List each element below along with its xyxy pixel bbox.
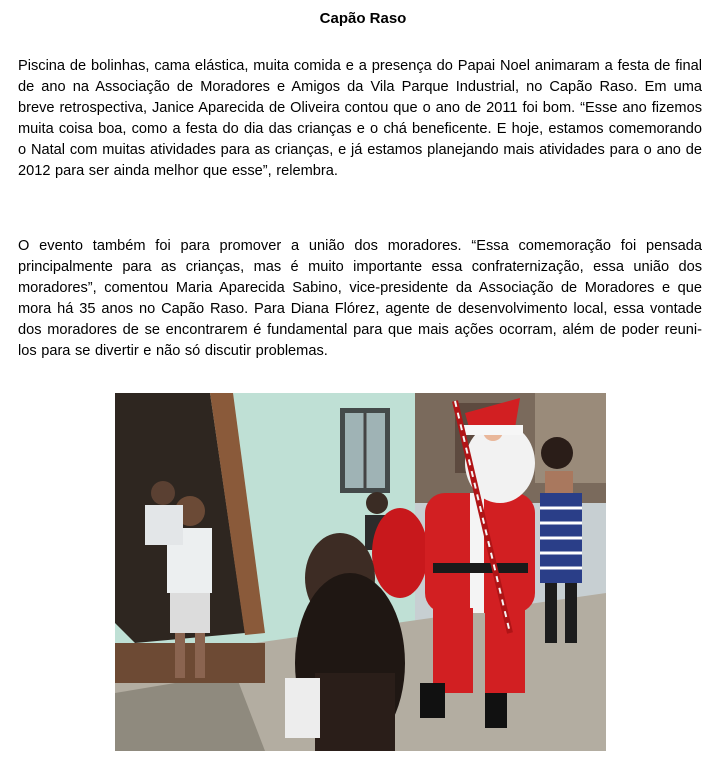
article-paragraph-1: Piscina de bolinhas, cama elástica, muita comida e a presença do Papai Noel animaram a festa de final de ano na Associação de Moradores e Amigos da Vila Parque Industrial, no Capão Raso. Em uma breve retrospectiva, Janice Aparecida de Oliveira contou que o ano de 2011 foi bom. “Esse ano fizemos muita coisa boa, como a festa do dia das crianças e o chá beneficente. E hoje, estamos comemorando o Natal com muitas atividades para as crianças, e já estamos planejando mais atividades para o ano de 2012 para ser ainda melhor que esse”, relembra. — [18, 58, 702, 179]
article-title: Capão Raso — [319, 10, 407, 27]
photo-illustration — [115, 393, 606, 751]
article-paragraph-2: O evento também foi para promover a união dos moradores. “Essa comemoração foi pensada principalmente para as crianças, mas é muito importante essa confraternização, essa união dos moradores”, comentou Maria Aparecida Sabino, vice-presidente da Associação de Moradores e que mora há 35 anos no Capão Raso. Para Diana Flórez, agente de desenvolvimento local, essa vontade dos moradores de se encontrarem é fundamental para que mais ações ocorram, além de poder reuni-los para se divertir e não só discutir problemas. — [18, 238, 702, 359]
event-photo — [115, 393, 606, 751]
